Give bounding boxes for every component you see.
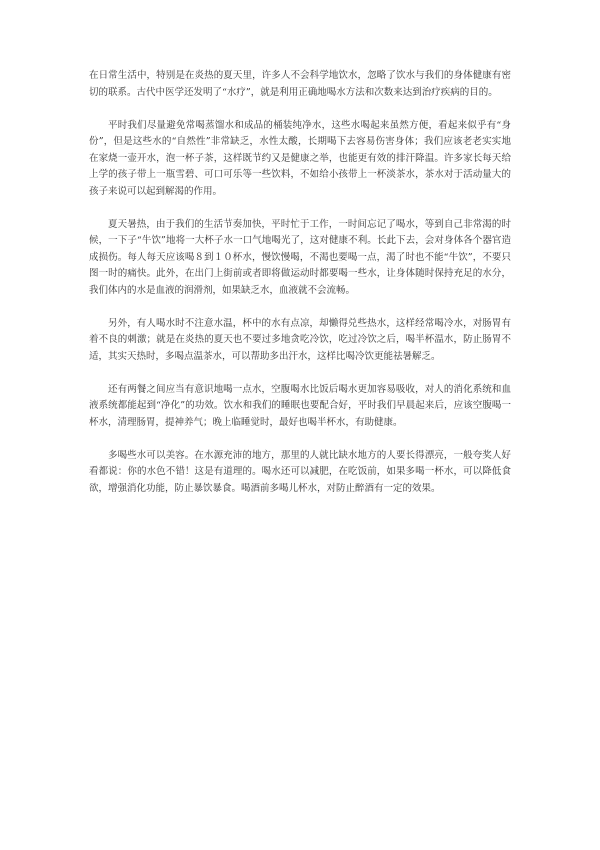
paragraph-5: 还有两餐之间应当有意识地喝一点水，空腹喝水比饭后喝水更加容易吸收，对人的消化系统和血液系统都能起到“净化”的功效。饮水和我们的睡眠也要配合好，平时我们早晨起来后，应该空腹喝一杯水，清理肠胃，提神养气；晚上临睡觉时，最好也喝半杯水，有助健康。 bbox=[89, 383, 511, 428]
paragraph-6: 多喝些水可以美容。在水源充沛的地方，那里的人就比缺水地方的人要长得漂亮，一般夸奖人好看都说：你的水色不错！这是有道理的。喝水还可以减肥，在吃饭前，如果多喝一杯水，可以降低食欲，增强消化功能，防止暴饮暴食。喝酒前多喝儿杯水，对防止醉酒有一定的效果。 bbox=[89, 449, 511, 494]
paragraph-3: 夏天暑热，由于我们的生活节奏加快，平时忙于工作，一时间忘记了喝水，等到自己非常渴的时候，一下子“牛饮”地将一大杯子水一口气地喝光了，这对健康不利。长此下去，会对身体各个器官造成损伤。每人每天应该喝８到１０杯水，慢饮慢喝，不渴也要喝一点，渴了时也不能“牛饮”，不要只图一时的痛快。此外，在出门上街前或者即将做运动时都要喝一些水，让身体随时保持充足的水分，我们体内的水是血液的润滑剂，如果缺乏水，血液就不会流畅。 bbox=[89, 218, 511, 296]
article-body bbox=[89, 68, 511, 514]
paragraph-1: 在日常生活中，特别是在炎热的夏天里，许多人不会科学地饮水，忽略了饮水与我们的身体健康有密切的联系。古代中医学还发明了“水疗”，就是利用正确地喝水方法和次数来达到治疗疾病的目的。 bbox=[89, 70, 511, 98]
paragraph-2: 平时我们尽量避免常喝蒸馏水和成品的桶装纯净水，这些水喝起来虽然方便，看起来似乎有“身份”，但是这些水的“自然性”非常缺乏，水性太酸，长期喝下去容易伤害身体；我们应该老老实实地在家烧一壶开水，泡一杯子茶，这样既节约又是健康之举，也能更有效的排汗降温。许多家长每天给上学的孩子带上一瓶雪碧、可口可乐等一些饮料，不如给小孩带上一杯淡茶水，茶水对于活动量大的孩子来说可以起到解渴的作用。 bbox=[89, 119, 511, 197]
paragraph-4: 另外，有人喝水时不注意水温，杯中的水有点凉，却懒得兑些热水，这样经常喝冷水，对肠胃有着不良的刺激；就是在炎热的夏天也不要过多地贪吃冷饮，吃过冷饮之后，喝半杯温水，防止肠胃不适，其实天热时，多喝点温茶水，可以帮助多出汗水，这样比喝冷饮更能祛暑解乏。 bbox=[89, 317, 511, 362]
